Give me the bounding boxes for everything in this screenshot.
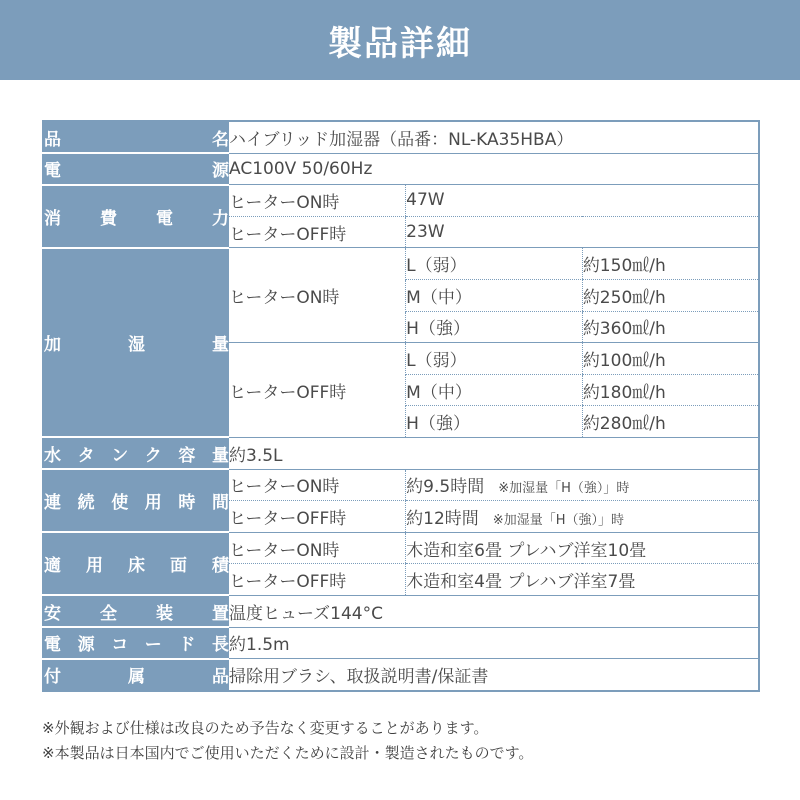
row-tank-capacity (43, 437, 759, 469)
label-char: 力 (212, 208, 229, 229)
label-char: 名 (212, 129, 229, 150)
value-runtime-off (406, 501, 759, 533)
label-char: 費 (100, 208, 117, 229)
label-char: 湿 (128, 335, 145, 356)
label-char: 間 (211, 493, 229, 514)
value-safety-device: 温度ヒューズ144°C (229, 595, 759, 627)
label-char: 長 (211, 635, 229, 656)
level-off-high: H（強） (406, 406, 583, 438)
label-char: 全 (100, 603, 117, 624)
label-continuous-runtime (43, 469, 229, 532)
label-char: 使 (111, 493, 129, 514)
runtime-off-hours: 約12時間 (406, 508, 479, 529)
rate-on-high: 約360㎖/h (582, 311, 759, 343)
row-power-supply (43, 153, 759, 185)
value-product-name: ハイブリッド加湿器（品番：NL-KA35HBA） (229, 121, 759, 153)
value-power-supply: AC100V 50/60Hz (229, 153, 759, 185)
label-char: 適 (44, 556, 61, 577)
row-floor-area-on (43, 532, 759, 564)
value-floor-off: 木造和室4畳 プレハブ洋室7畳 (406, 564, 759, 596)
row-runtime-on (43, 469, 759, 501)
label-power-supply (43, 153, 229, 185)
label-char: 電 (156, 208, 173, 229)
label-tank-capacity (43, 437, 229, 469)
label-char: 付 (44, 667, 61, 688)
spec-table (42, 120, 760, 692)
value-accessories: 掃除用ブラシ、取扱説明書/保証書 (229, 666, 489, 687)
mode-runtime-heater-on: ヒーターON時 (229, 469, 406, 501)
rate-off-low: 約100㎖/h (582, 343, 759, 375)
label-char: 源 (212, 161, 229, 182)
label-char: コ (111, 635, 129, 656)
footer-note-2: ※本製品は日本国内でご使用いただくために設計・製造されたものです。 (42, 744, 534, 762)
mode-runtime-heater-off: ヒーターOFF時 (229, 501, 406, 533)
label-char: 用 (144, 493, 162, 514)
mode-floor-heater-off: ヒーターOFF時 (229, 564, 406, 596)
label-safety-device (43, 595, 229, 627)
mode-humidify-heater-off: ヒーターOFF時 (229, 343, 406, 438)
label-char: 容 (178, 445, 196, 466)
label-char: 続 (77, 493, 95, 514)
label-char: 品 (44, 129, 61, 150)
label-char: 電 (44, 635, 61, 656)
label-char: 床 (128, 556, 145, 577)
value-consumption-on: 47W (406, 185, 759, 217)
label-accessories (43, 659, 229, 691)
label-char: 水 (44, 445, 61, 466)
value-consumption-off: 23W (406, 216, 759, 248)
label-char: ク (144, 445, 162, 466)
label-char: 量 (212, 335, 229, 356)
row-cord-length (43, 627, 759, 659)
mode-heater-on: ヒーターON時 (229, 185, 406, 217)
level-off-mid: M（中） (406, 374, 583, 406)
level-off-low: L（弱） (406, 343, 583, 375)
mode-floor-heater-on: ヒーターON時 (229, 532, 406, 564)
label-floor-area (43, 532, 229, 595)
label-char: ー (144, 635, 162, 656)
value-cord-length: 約1.5m (229, 627, 759, 659)
level-on-high: H（強） (406, 311, 583, 343)
rate-on-mid: 約250㎖/h (582, 279, 759, 311)
value-tank-capacity: 約3.5L (229, 437, 759, 469)
rate-off-mid: 約180㎖/h (582, 374, 759, 406)
label-char: 面 (170, 556, 187, 577)
label-cord-length (43, 627, 229, 659)
page-title: 製品詳細 (328, 23, 472, 64)
label-char: 安 (44, 603, 61, 624)
label-char: 電 (44, 161, 61, 182)
rate-on-low: 約150㎖/h (582, 248, 759, 280)
runtime-off-note: ※加湿量「H（強）」時 (492, 512, 624, 528)
label-char: 属 (128, 667, 145, 688)
footer-notes (42, 716, 533, 766)
runtime-on-note: ※加湿量「H（強）」時 (498, 481, 630, 497)
level-on-mid: M（中） (406, 279, 583, 311)
value-runtime-on (406, 469, 759, 501)
label-char: 装 (156, 603, 173, 624)
row-power-consumption-on (43, 185, 759, 217)
label-power-consumption (43, 185, 229, 248)
label-char: 消 (44, 208, 61, 229)
label-char: ド (178, 635, 196, 656)
runtime-on-hours: 約9.5時間 (406, 477, 485, 498)
label-product-name (43, 121, 229, 153)
label-char: 時 (178, 493, 196, 514)
label-char: 量 (211, 445, 229, 466)
row-accessories (43, 659, 759, 691)
label-char: 積 (212, 556, 229, 577)
row-safety-device (43, 595, 759, 627)
header-banner (0, 0, 800, 80)
row-product-name (43, 121, 759, 153)
label-char: 用 (86, 556, 103, 577)
rate-off-high: 約280㎖/h (582, 406, 759, 438)
level-on-low: L（弱） (406, 248, 583, 280)
row-humidify-on-low (43, 248, 759, 280)
mode-heater-off: ヒーターOFF時 (229, 216, 406, 248)
label-char: タ (77, 445, 95, 466)
label-char: 加 (44, 335, 61, 356)
label-humidify-amount (43, 248, 229, 438)
mode-humidify-heater-on: ヒーターON時 (229, 248, 406, 343)
label-char: 源 (77, 635, 95, 656)
footer-note-1: ※外観および仕様は改良のため予告なく変更することがあります。 (42, 719, 489, 737)
label-char: ン (111, 445, 129, 466)
label-char: 置 (212, 603, 229, 624)
value-floor-on: 木造和室6畳 プレハブ洋室10畳 (406, 532, 759, 564)
label-char: 連 (44, 493, 61, 514)
label-char: 品 (212, 667, 229, 688)
